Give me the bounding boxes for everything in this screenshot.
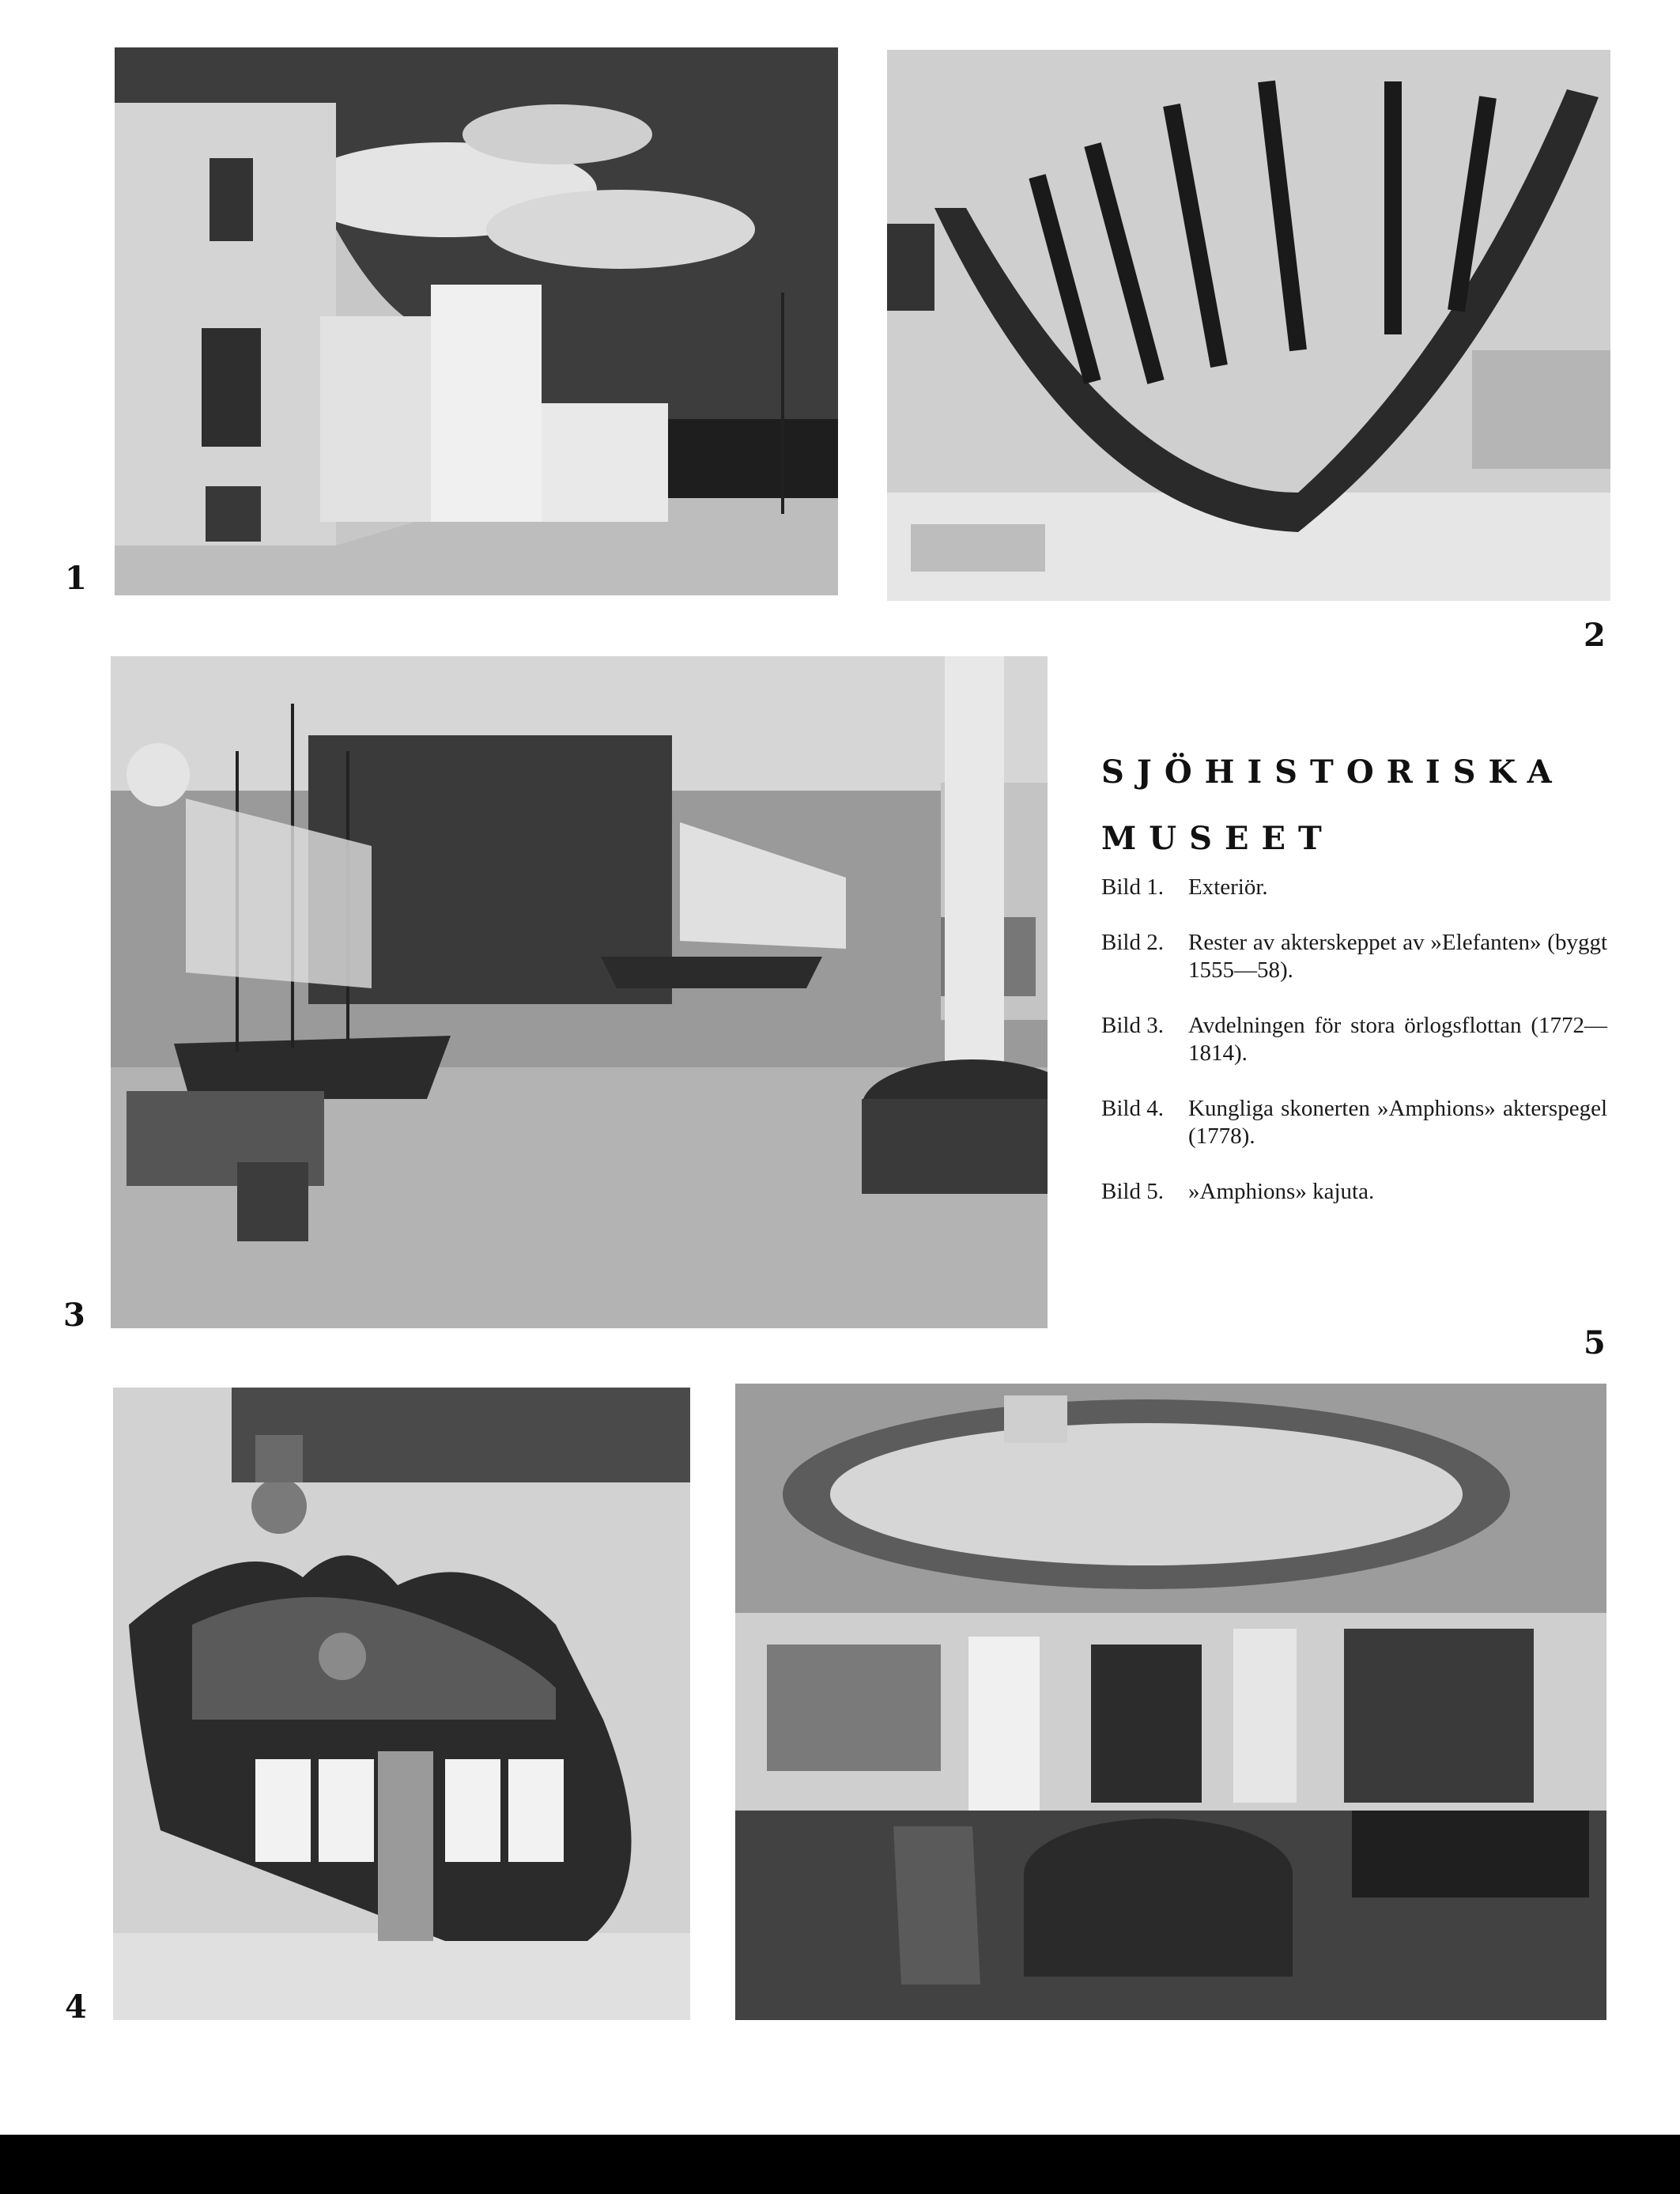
caption-label: Bild 1. <box>1101 874 1164 900</box>
photo-2-image <box>887 50 1610 601</box>
caption-2 <box>1101 929 1607 984</box>
caption-list <box>1101 874 1607 1233</box>
figure-number-4: 4 <box>65 1988 87 2026</box>
caption-5 <box>1101 1178 1607 1206</box>
caption-text: »Amphions» kajuta. <box>1188 1179 1375 1204</box>
bottom-black-band <box>0 2135 1680 2194</box>
caption-1 <box>1101 874 1607 901</box>
photo-4-stern-mirror <box>113 1388 690 2020</box>
figure-number-2: 2 <box>1584 617 1606 654</box>
figure-number-3: 3 <box>63 1297 85 1334</box>
photo-1-image <box>115 47 838 595</box>
caption-3 <box>1101 1012 1607 1067</box>
caption-label: Bild 3. <box>1101 1013 1164 1038</box>
photo-4-image <box>113 1388 690 2020</box>
caption-label: Bild 5. <box>1101 1179 1164 1204</box>
caption-text: Kungliga skonerten »Amphions» akterspegel (1778). <box>1188 1096 1607 1149</box>
photo-3-image <box>111 656 1048 1328</box>
photo-3-ship-models-hall <box>111 656 1048 1328</box>
heading-line-1: SJÖHISTORISKA <box>1101 753 1565 791</box>
caption-label: Bild 2. <box>1101 930 1164 955</box>
photo-1-exterior <box>115 47 838 595</box>
caption-4 <box>1101 1095 1607 1150</box>
article-heading <box>1101 739 1565 872</box>
photo-2-ship-remains <box>887 50 1610 601</box>
heading-line-2: MUSEET <box>1101 820 1335 857</box>
figure-number-5: 5 <box>1584 1324 1606 1361</box>
figure-number-1: 1 <box>65 560 87 597</box>
photo-5-cabin-interior <box>735 1384 1606 2020</box>
caption-text: Rester av akterskeppet av »Elefanten» (byggt 1555—58). <box>1188 930 1607 983</box>
caption-text: Avdelningen för stora örlogsflottan (1772—1814). <box>1188 1013 1607 1066</box>
caption-text: Exteriör. <box>1188 874 1268 900</box>
caption-label: Bild 4. <box>1101 1096 1164 1121</box>
photo-5-image <box>735 1384 1606 2020</box>
